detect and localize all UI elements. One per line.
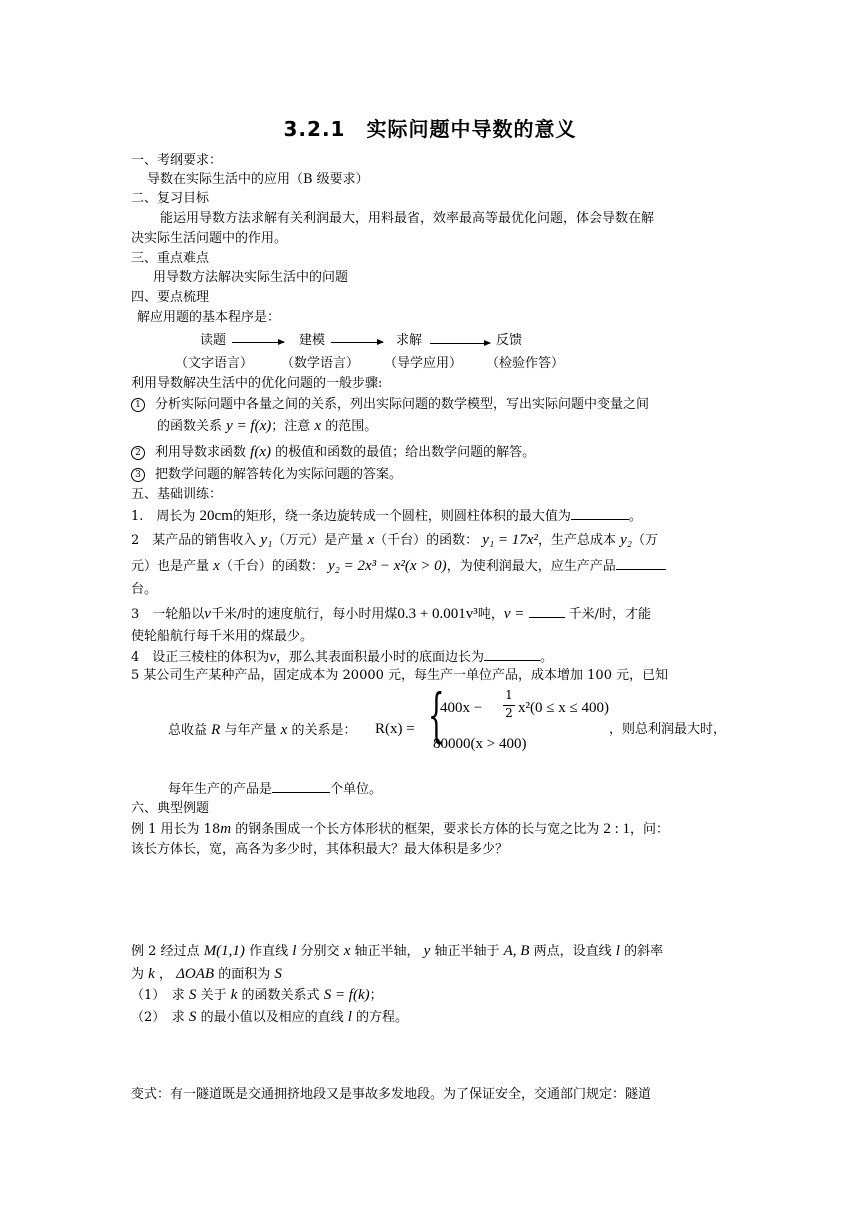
step-number-3: 3 (131, 468, 145, 482)
example-1: 例 1 用长为 18m 的钢条围成一个长方体形状的框架，要求长方体的长与宽之比为 2 : 1，问： (131, 821, 670, 837)
example-2-part-1: （1） 求 S 关于 k 的函数关系式 S = f(k)； (131, 987, 383, 1003)
arrow-icon (430, 343, 490, 344)
section-heading: 二、复习目标 (131, 191, 210, 206)
example-2-line2: 为 k ， ΔOAB 的面积为 S (131, 966, 282, 982)
flow-note: （导学应用） (384, 356, 463, 371)
exercise-2: 2 某产品的销售收入 y₁（万元）是产量 x（千台）的函数： y₁ = 17x²，生产总成本 y₂（万 (131, 532, 658, 548)
answer-blank[interactable] (571, 519, 629, 520)
paragraph: 利用导数解决生活中的优化问题的一般步骤: (131, 376, 383, 391)
flow-step: 建模 (299, 333, 326, 348)
list-item: 3 把数学问题的解答转化为实际问题的答案。 (131, 467, 402, 483)
answer-blank[interactable] (272, 792, 330, 793)
flow-step: 读题 (200, 333, 227, 348)
step-number-1: 1 (131, 398, 145, 412)
piecewise-lhs: R(x) = (375, 721, 415, 737)
flow-note: （文字语言） (175, 356, 254, 371)
flow-note: （检验作答） (486, 356, 565, 371)
piecewise-case-1: 400x − (440, 700, 483, 716)
piecewise-case-1b: x²(0 ≤ x ≤ 400) (518, 700, 609, 716)
section-heading: 三、重点难点 (131, 251, 210, 266)
fraction-numerator: 1 (505, 688, 513, 702)
exercise-1: 1. 周长为 20cm的矩形，绕一条边旋转成一个圆柱，则圆柱体积的最大值为 。 (131, 508, 642, 524)
list-item-continuation: 的函数关系 y = f(x)；注意 x 的范围。 (157, 418, 378, 434)
paragraph: 导数在实际生活中的应用（B 级要求） (147, 172, 369, 187)
section-heading: 一、考纲要求： (131, 153, 223, 168)
answer-blank[interactable] (616, 569, 666, 570)
flow-note: （数学语言） (281, 356, 360, 371)
section-heading: 四、要点梳理 (131, 290, 210, 305)
exercise-3-line2: 使轮船航行每千米用的煤最少。 (131, 629, 314, 644)
flow-step: 求解 (396, 333, 423, 348)
exercise-4: 4 设正三棱柱的体积为v，那么其表面积最小时的底面边长为 。 (131, 649, 553, 665)
exercise-3: 3 一轮船以v千米/时的速度航行，每小时用煤0.3 + 0.001v³吨，v = 千米/时，才能 (131, 606, 652, 622)
fraction-denominator: 2 (505, 706, 513, 720)
example-2: 例 2 经过点 M(1,1) 作直线 l 分别交 x 轴正半轴， y 轴正半轴于 A, B 两点，设直线 l 的斜率 (131, 943, 664, 959)
list-item: 1 分析实际问题中各量之间的关系，列出实际问题的数学模型，写出实际问题中变量之间 (131, 397, 649, 413)
exercise-5-line3: 每年生产的产品是 个单位。 (168, 782, 383, 797)
answer-blank[interactable] (484, 660, 540, 661)
arrow-icon (232, 342, 284, 343)
flow-step: 反馈 (496, 333, 523, 348)
exercise-5-line2: 总收益 R 与年产量 x 的关系是： (168, 722, 357, 738)
paragraph: 用导数方法解决实际生活中的问题 (153, 270, 349, 285)
section-heading: 五、基础训练： (131, 487, 223, 502)
answer-blank[interactable] (529, 617, 565, 618)
example-1-line2: 该长方体长，宽，高各为多少时，其体积最大？最大体积是多少？ (131, 842, 509, 857)
paragraph: 解应用题的基本程序是： (137, 310, 281, 325)
step-number-2: 2 (131, 446, 145, 460)
arrow-icon (331, 342, 383, 343)
piecewise-case-2: 80000(x > 400) (433, 736, 527, 752)
paragraph: 能运用导数方法求解有关利润最大，用料最省，效率最高等最优化问题，体会导数在解 (160, 211, 655, 226)
variant-problem: 变式：有一隧道既是交通拥挤地段又是事故多发地段。为了保证安全，交通部门规定：隧道 (131, 1087, 652, 1102)
page-title: 3.2.1 实际问题中导数的意义 (283, 117, 577, 141)
paragraph: 决实际生活问题中的作用。 (131, 231, 288, 246)
exercise-2-line2: 元）也是产量 x（千台）的函数： y₂ = 2x³ − x²(x > 0)，为使利润最大，应生产产品 (131, 558, 666, 575)
exercise-5-tail: ，则总利润最大时， (609, 722, 727, 737)
example-2-part-2: （2） 求 S 的最小值以及相应的直线 l 的方程。 (131, 1009, 409, 1025)
section-heading: 六、典型例题 (131, 801, 210, 816)
exercise-2-line3: 台。 (131, 582, 158, 597)
exercise-5: 5 某公司生产某种产品，固定成本为 20000 元，每生产一单位产品，成本增加 100 元，已知 (131, 668, 669, 683)
list-item: 2 利用导数求函数 f(x) 的极值和函数的最值；给出数学问题的解答。 (131, 444, 535, 461)
brace-icon: { (428, 681, 445, 749)
